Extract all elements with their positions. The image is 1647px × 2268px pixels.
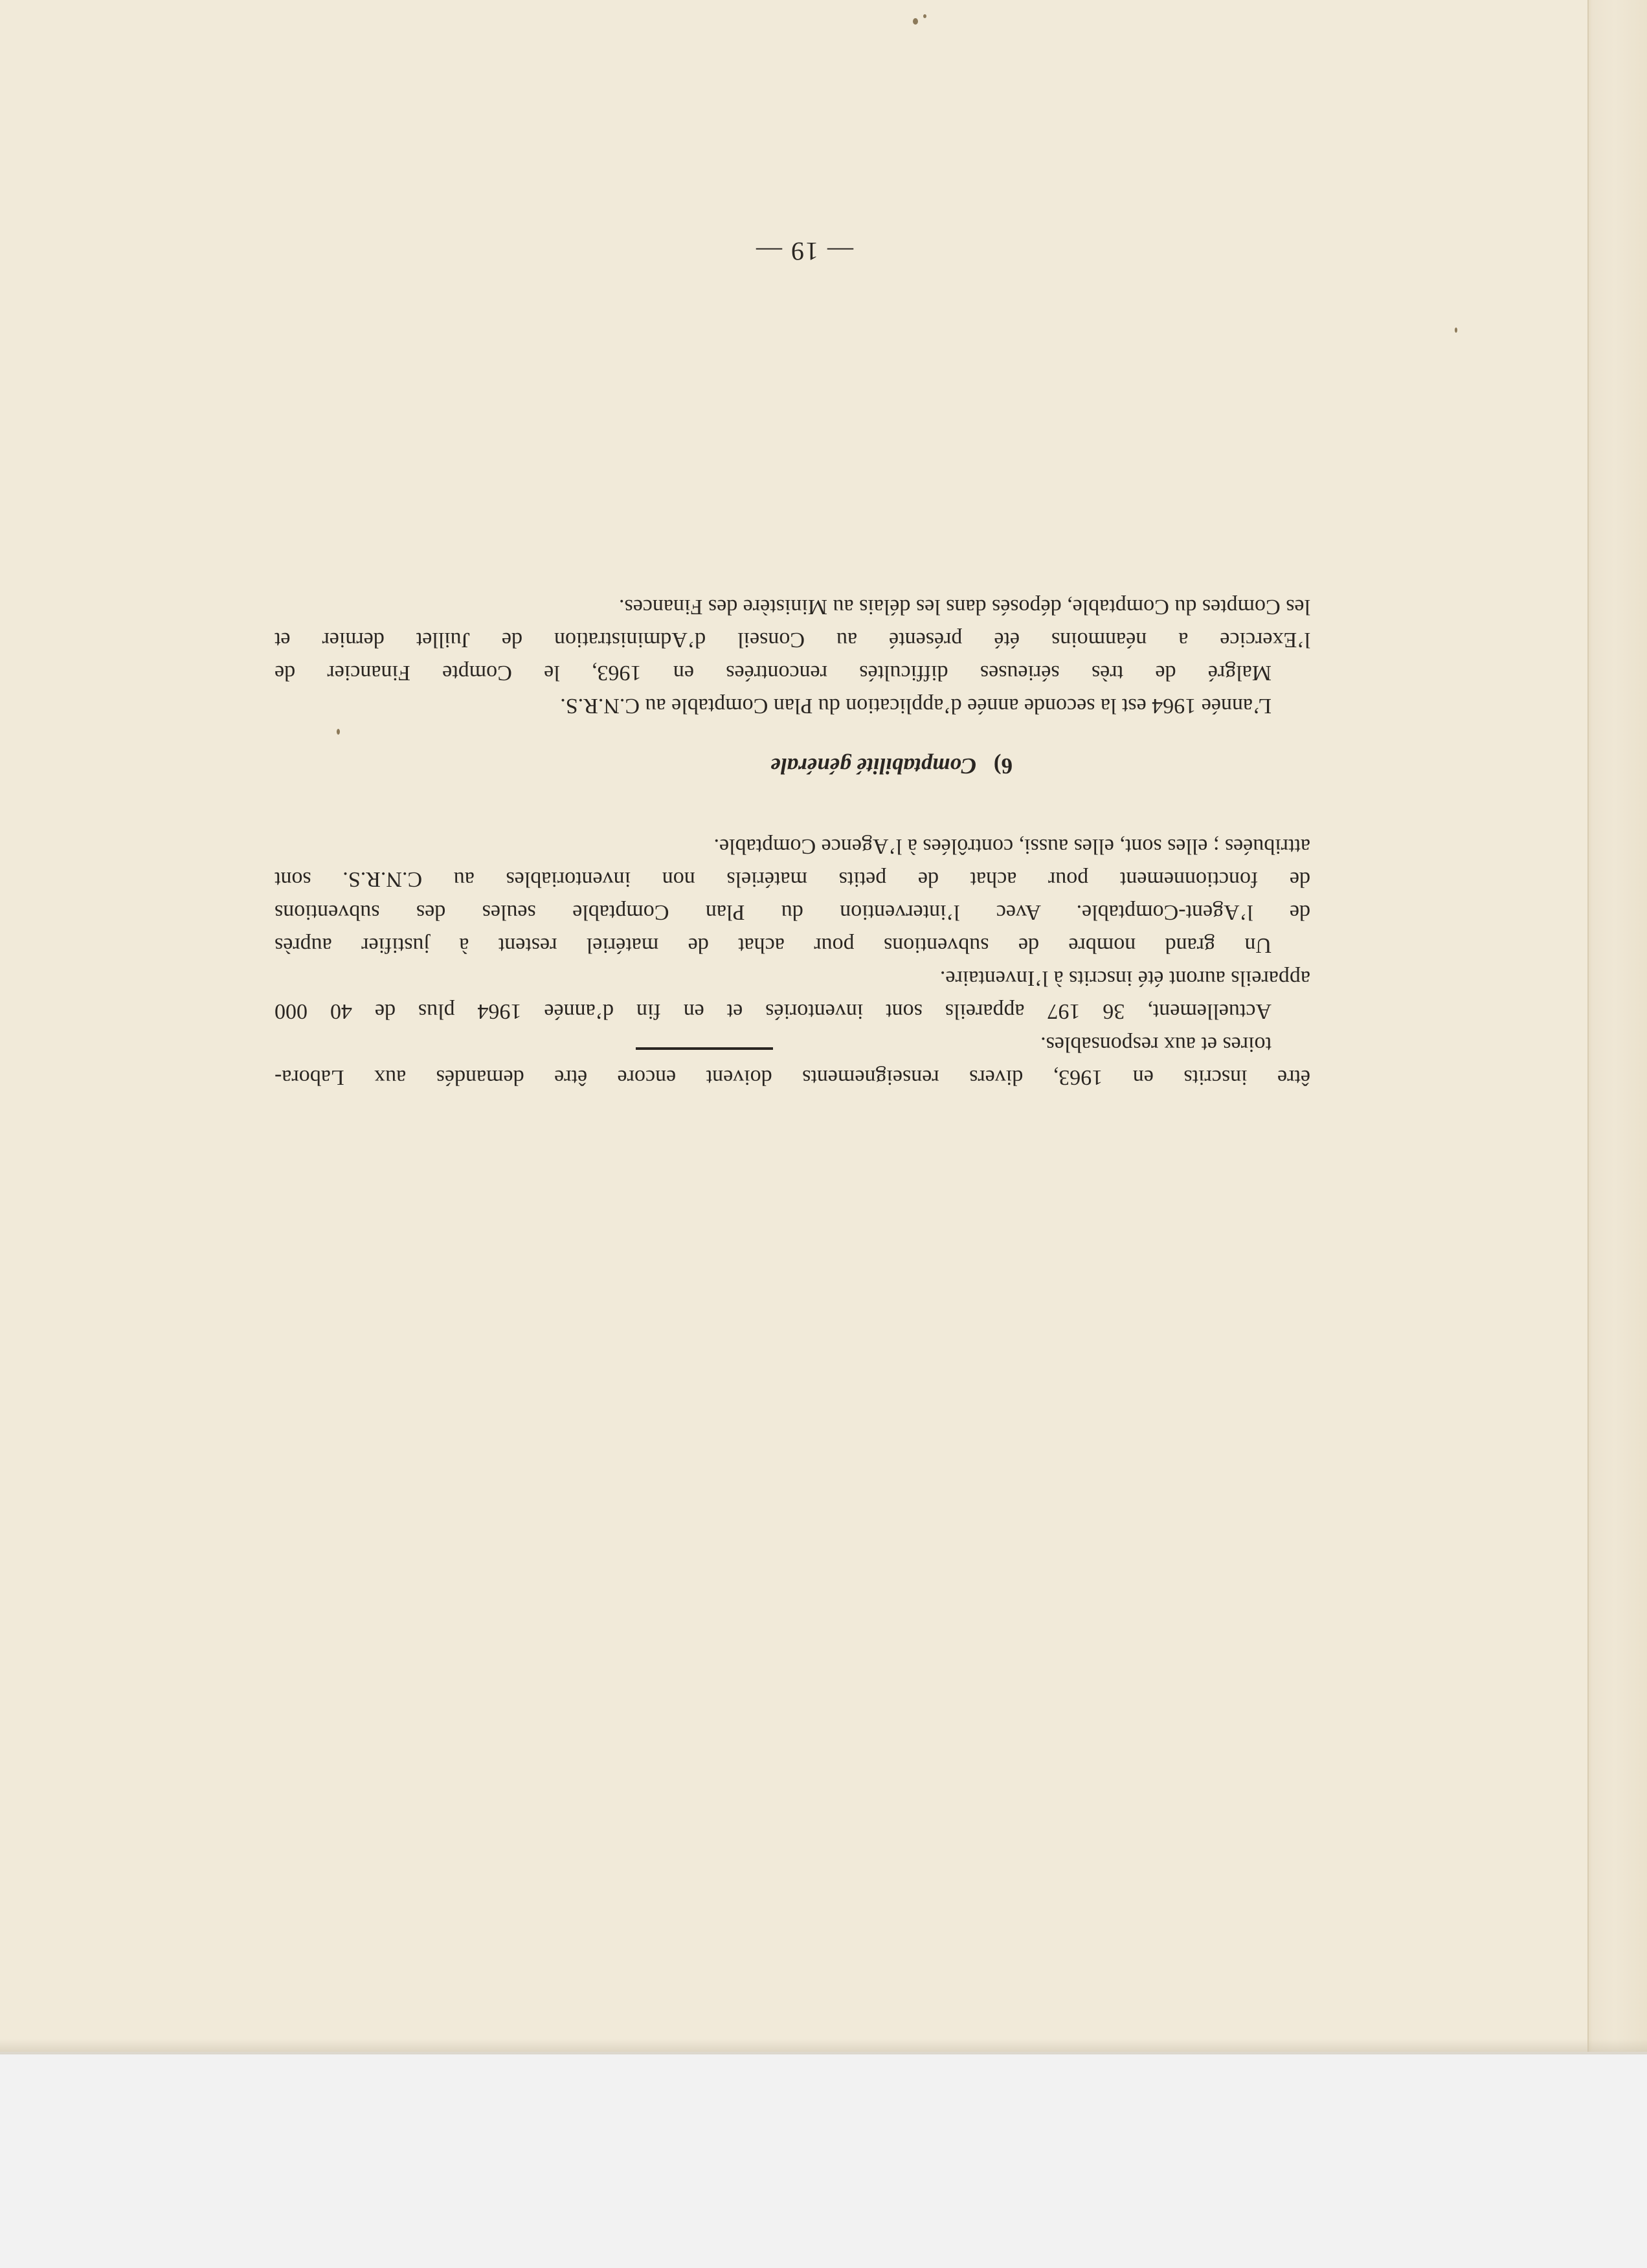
text-line: Malgré de très sérieuses difficultés rencontrées en 1963, le Compte Financier de (274, 661, 1272, 685)
section-title: Comptabilité générale (770, 753, 977, 779)
text-line: les Comptes du Comptable, déposés dans les délais au Ministère des Finances. (619, 595, 1310, 619)
paragraph-before-heading (274, 830, 1310, 1094)
text-line: Un grand nombre de subventions pour achat de matériel restent à justifier auprès (274, 933, 1272, 957)
section-divider-rule (636, 1047, 773, 1050)
text-line: de fonctionnement pour achat de petits matériels non inventoriables au C.N.R.S. sont (274, 867, 1310, 891)
text-line: attribuées ; elles sont, elles aussi, contrôlées à l’Agence Comptable. (713, 834, 1310, 858)
text-line: l’Exercice a néanmoins été présenté au Conseil d’Administration de Juillet dernier et (274, 628, 1310, 652)
text-line: de l’Agent-Comptable. Avec l’intervention du Plan Comptable seules des subventions (274, 900, 1310, 924)
text-line: Actuellement, 36 197 appareils sont inventoriés et en fin d’année 1964 plus de 40 000 (274, 999, 1272, 1023)
section-heading (559, 753, 1013, 779)
page-number: — 19 — (755, 237, 853, 266)
paragraph-after-heading (274, 590, 1310, 722)
section-number: 6) (993, 753, 1013, 779)
text-line: être inscrits en 1963, divers renseignements doivent encore être demandés aux Labora- (274, 1065, 1310, 1089)
text-line: L’année 1964 est la seconde année d’application du Plan Comptable au C.N.R.S. (560, 694, 1272, 718)
scanner-background (0, 2052, 1647, 2268)
text-line: toires et aux responsables. (1040, 1032, 1272, 1056)
text-line: appareils auront été inscrits à l’Inventaire. (939, 966, 1310, 990)
